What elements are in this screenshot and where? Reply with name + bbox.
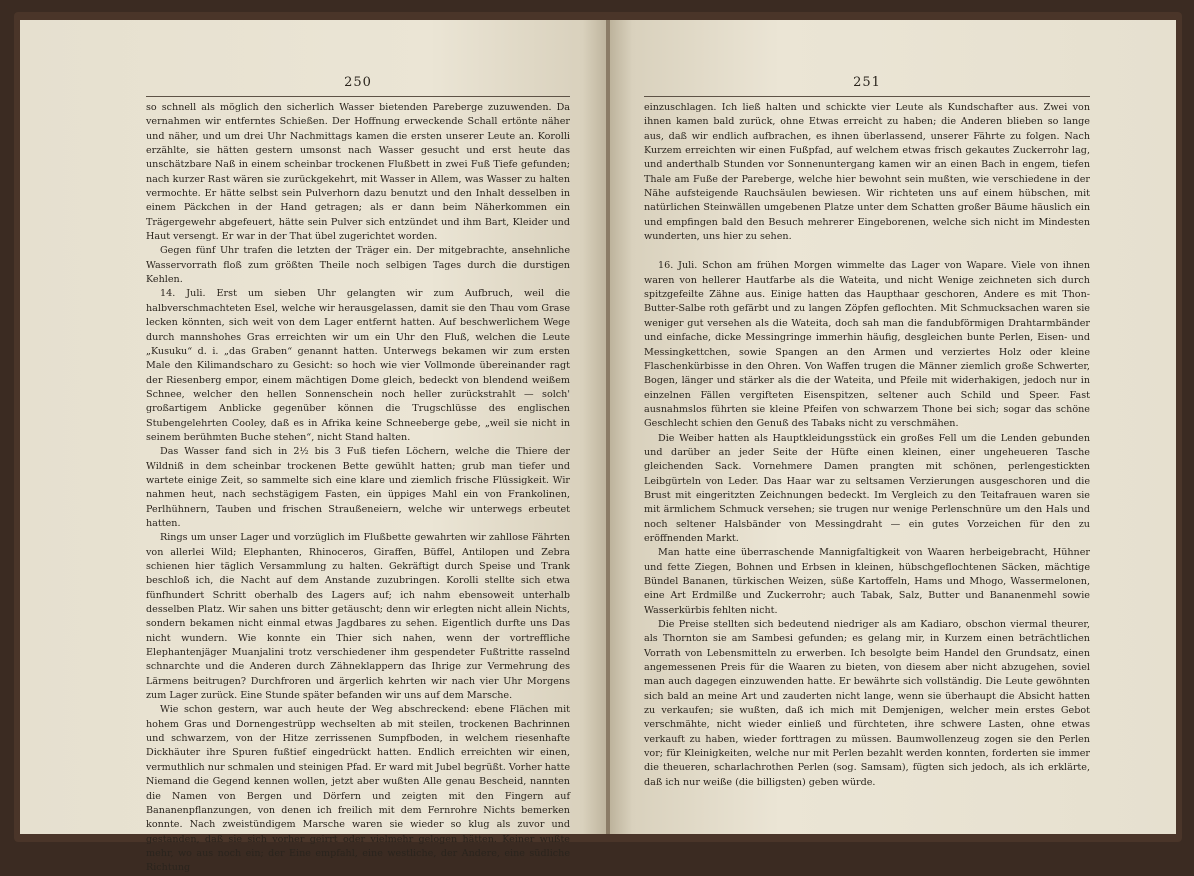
- open-book: [14, 12, 1182, 874]
- page-number: 250: [344, 75, 372, 90]
- paragraph: einzuschlagen. Ich ließ halten und schickte vier Leute als Kundschafter aus. Zwei von ihnen kamen bald zurück, ohne Etwas erreicht zu haben; die Anderen blieben so lange aus, daß wir endlich aufbrachen, es ihnen überlassend, unserer Fährte zu folgen. Nach Kurzem erreichten wir einen Fußpfad, auf welchem etwas frisch gekautes Zuckerrohr lag, und anderthalb Stunden vor Sonnenuntergang kamen wir an einen Bach in engem, tiefen Thale am Fuße der Pareberge, welche hier bewohnt sein mußten, wie verschiedene in der Nähe aufsteigende Rauchsäulen bewiesen. Wir richteten uns auf einem hübschen, mit natürlichen Steinwällen umgebenen Platze unter dem Schatten großer Bäume häuslich ein und empfingen bald den Besuch mehrerer Eingeborenen, welche sich nicht im Mindesten wunderten, uns hier zu sehen.: [644, 102, 1090, 243]
- paragraph: Das Wasser fand sich in 2½ bis 3 Fuß tiefen Löchern, welche die Thiere der Wildniß in dem scheinbar trockenen Bette gewühlt hatten; grub man tiefer und wartete einige Zeit, so sammelte sich eine klare und ziemlich frische Flüssigkeit. Wir nahmen heut, nach sechstägigem Fasten, ein üppiges Mahl ein von Frankolinen, Perlhühnern, Tauben und frischen Straußeneiern, welche wir unterwegs erbeutet hatten.: [146, 446, 570, 529]
- paragraph: so schnell als möglich den sicherlich Wasser bietenden Pareberge zuzuwenden. Da vernahmen wir entferntes Schießen. Der Hoffnung erweckende Schall ertönte näher und näher, und um drei Uhr Nachmittags kamen die ersten unserer Leute an. Korolli erzählte, sie hätten gestern umsonst nach Wasser gesucht und erst heute das unschätzbare Naß in einem scheinbar trockenen Flußbett in zwei Fuß Tiefe gefunden; nach kurzer Rast wären sie zurückgekehrt, mit Wasser in Allem, was Wasser zu halten vermochte. Er hätte selbst sein Pulverhorn dazu benutzt und den Inhalt desselben in einem Päckchen in der Hand getragen; als er dann beim Näherkommen ein Trägergewehr abgefeuert, hätte sein Pulver sich entzündet und ihm Bart, Kleider und Haut versengt. Er war in der That übel zugerichtet worden.: [146, 102, 570, 243]
- header-rule: [644, 96, 1090, 97]
- paragraph: Wie schon gestern, war auch heute der Weg abschreckend: ebene Flächen mit hohem Gras und Dornengestrüpp wechselten ab mit steilen, trockenen Bachrinnen und schwarzem, von der Hitze zerrissenen Sumpfboden, in welchem riesenhafte Dickhäuter ihre Spuren fußtief eingedrückt hatten. Endlich erreichten wir einen, vermuthlich nur schmalen und steinigen Pfad. Er ward mit Jubel begrüßt. Vorher hatte Niemand die Gegend kennen wollen, jetzt aber wußten Alle genau Bescheid, nannten die Namen von Bergen und Dörfern und zeigten mit den Fingern auf Bananenpflanzungen, von denen ich freilich mit dem Fernrohre Nichts bemerken konnte. Nach zweistündigem Marsche waren sie wieder so klug als zuvor und gestanden, daß sie sich vorher geirrt oder vielmehr gelogen hätten. Keiner wußte mehr, wo aus noch ein; der Eine empfahl, eine westliche, der Andere, eine südliche Richtung: [146, 704, 570, 874]
- paragraph: Die Preise stellten sich bedeutend niedriger als am Kadiaro, obschon viermal theurer, als Thornton sie am Sambesi gefunden; es gelang mir, in Kurzem einen beträchtlichen Vorrath von Lebensmitteln zu erwerben. Ich besolgte beim Handel den Grundsatz, einen angemessenen Preis für die Waaren zu bieten, von diesem aber nicht abzugehen, soviel man auch dagegen einzuwenden hatte. Er bewährte sich vollständig. Die Leute gewöhnten sich bald an meine Art und zauderten nicht lange, wenn sie überhaupt die Absicht hatten zu verkaufen; sie wußten, daß ich mich mit Demjenigen, welcher mein erstes Gebot verschmähte, nicht wieder einließ und fürchteten, ihre schwere Lasten, ohne etwas verkauft zu haben, wieder forttragen zu müssen. Baumwollenzeug zogen sie den Perlen vor; für Kleinigkeiten, welche nur mit Perlen bezahlt werden konnten, forderten sie immer die theueren, scharlachrothen Perlen (sog. Samsam), fügten sich jedoch, als ich erklärte, daß ich nur weiße (die billigsten) geben würde.: [644, 619, 1090, 788]
- paragraph: 16. Juli. Schon am frühen Morgen wimmelte das Lager von Wapare. Viele von ihnen waren von hellerer Hautfarbe als die Wateita, und nicht Wenige zeichneten sich durch spitzgefeilte Zähne aus. Einige hatten das Haupthaar geschoren, Andere es mit Thon-Butter-Salbe roth gefärbt und zu langen Zöpfen geflochten. Mit Schmucksachen waren sie weniger gut versehen als die Wateita, doch sah man die fandubförmigen Drahtarmbänder und einfache, dicke Messingringe immerhin häufig, desgleichen bunte Perlen, Eisen- und Messingkettchen, sowie Spangen an den Armen und verziertes Holz oder kleine Flaschenkürbisse in den Ohren. Von Waffen trugen die Männer ziemlich große Schwerter, Bogen, länger und stärker als die der Wateita, und Pfeile mit widerhakigen, jedoch nur in einzelnen Fällen vergifteten Eisenspitzen, seltener auch Schild und Speer. Fast ausnahmslos führten sie kleine Pfeifen von schwarzem Thone bei sich; sogar das schöne Geschlecht schien den Genuß des Tabaks nicht zu verschmähen.: [644, 260, 1090, 430]
- paragraph: Man hatte eine überraschende Mannigfaltigkeit von Waaren herbeigebracht, Hühner und fette Ziegen, Bohnen und Erbsen in kleinen, hübschgeflochtenen Säcken, mächtige Bündel Bananen, türkischen Weizen, süße Kartoffeln, Hams und Mhogo, Wassermelonen, eine Art Erdmilße und Zuckerrohr; auch Tabak, Salz, Butter und Bananenmehl sowie Wasserkürbis fehlten nicht.: [644, 547, 1090, 616]
- paragraph: Rings um unser Lager und vorzüglich im Flußbette gewahrten wir zahllose Fährten von allerlei Wild; Elephanten, Rhinoceros, Giraffen, Büffel, Antilopen und Zebra schienen hier täglich Versammlung zu halten. Gekräftigt durch Speise und Trank beschloß ich, die Nacht auf dem Anstande zuzubringen. Korolli stellte sich etwa fünfhundert Schritt oberhalb des Lagers auf; ich nahm ebensoweit unterhalb desselben Platz. Wir sahen uns bitter getäuscht; denn wir erlegten nicht allein Nichts, sondern bekamen nicht einmal etwas Jagdbares zu sehen. Eigentlich durfte uns Das nicht wundern. Wie konnte ein Thier sich nahen, wenn der vortreffliche Elephantenjäger Muanjalini trotz verschiedener ihm gespendeter Fußtritte rasselnd schnarchte und die Anderen durch Zähneklappern das Ihrige zur Vermehrung des Lärmens beitrugen? Durchfroren und ärgerlich kehrten wir nach vier Uhr Morgens zum Lager zurück. Eine Stunde später befanden wir uns auf dem Marsche.: [146, 532, 570, 702]
- right-page: [610, 20, 1176, 834]
- page-number: 251: [853, 75, 881, 90]
- header-rule: [146, 96, 570, 97]
- paragraph: Die Weiber hatten als Hauptkleidungsstück ein großes Fell um die Lenden gebunden und darüber an jeder Seite der Hüfte einen kleinen, einer ungeheueren Tasche gleichenden Sack. Vornehmere Damen prangten mit schönen, perlengestickten Leibgürteln von Leder. Das Haar war zu seltsamen Verzierungen ausgeschoren und die Brust mit eingeritzten Zeichnungen bedeckt. Im Vergleich zu den Teitafrauen waren sie mit ärmlichem Schmuck versehen; sie trugen nur wenige Perlenschnüre um den Hals und noch seltener Halsbänder von Messingdraht — ein gutes Vorzeichen für den zu eröffnenden Markt.: [644, 432, 1090, 544]
- page-text: [644, 101, 1090, 790]
- paragraph: 14. Juli. Erst um sieben Uhr gelangten wir zum Aufbruch, weil die halbverschmachteten Esel, welche wir herausgelassen, damit sie den Thau vom Grase lecken könnten, sich weit von dem Lager entfernt hatten. Auf beschwerlichem Wege durch mannshohes Gras erreichten wir um ein Uhr den Fluß, welchen die Leute „Kusuku“ d. i. „das Graben“ genannt hatten. Unterwegs bekamen wir zum ersten Male den Kilimandscharo zu Gesicht: so hoch wie vier Vollmonde übereinander ragt der Riesenberg empor, einem mächtigen Dome gleich, bedeckt von blendend weißem Schnee, welcher den hellen Sonnenschein noch heller zurückstrahlt — solch' großartigem Anblicke gegenüber können die Trugschlüsse des englischen Stubengelehrten Cooley, daß es in Afrika keine Schneeberge gebe, „weil sie nicht in seinem berühmten Buche stehen“, nicht Stand halten.: [146, 288, 570, 443]
- page-text: [146, 101, 570, 876]
- paragraph: Gegen fünf Uhr trafen die letzten der Träger ein. Der mitgebrachte, ansehnliche Wasservorrath floß zum größten Theile noch selbigen Tages durch die durstigen Kehlen.: [146, 245, 570, 286]
- left-page: [20, 20, 606, 874]
